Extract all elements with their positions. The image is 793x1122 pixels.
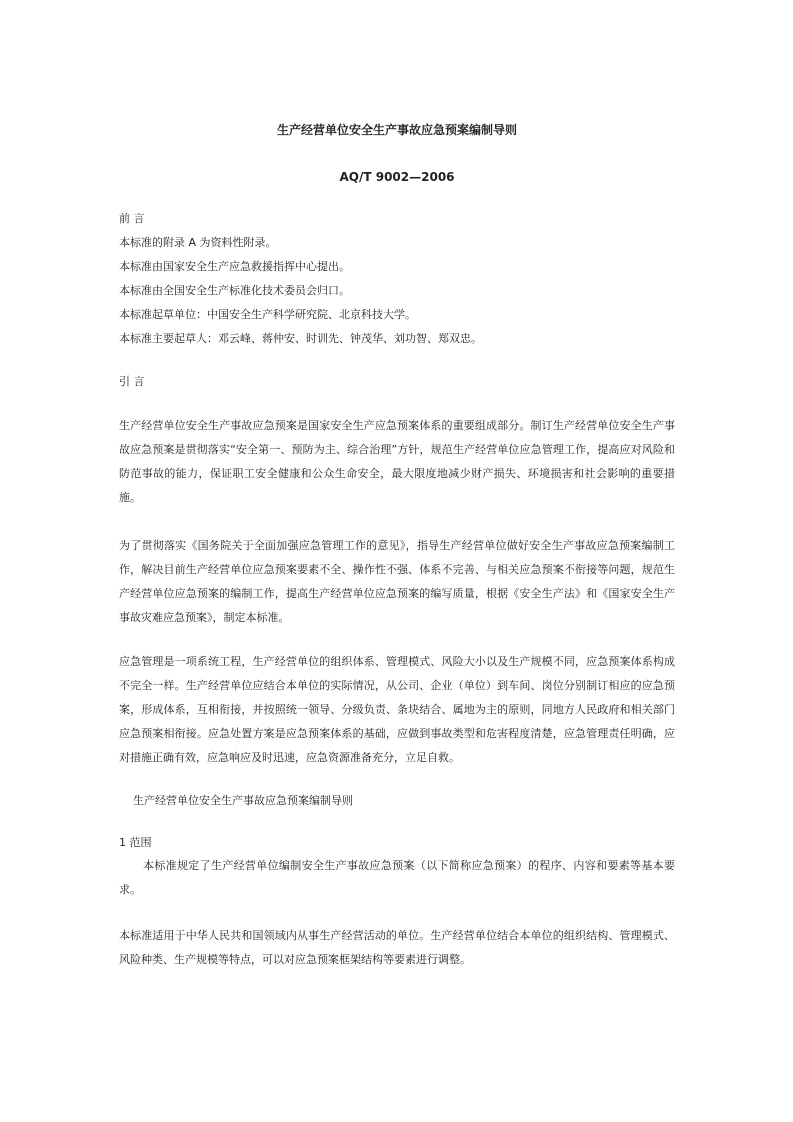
introduction-paragraph: 应急管理是一项系统工程，生产经营单位的组织体系、管理模式、风险大小以及生产规模不同，应急预案体系构成不完全一样。生产经营单位应结合本单位的实际情况，从公司、企业（单位）到车间、岗位分别制订相应的应急预案，形成体系，互相衔接，并按照统一领导、分级负责、条块结合、属地为主的原则，同地方人民政府和相关部门应急预案相衔接。应急处置方案是应急预案体系的基础，应做到事故类型和危害程度清楚，应急管理责任明确，应对措施正确有效，应急响应及时迅速，应急资源准备充分，立足自救。: [119, 655, 675, 764]
standard-code: AQ/T 9002—2006: [339, 170, 455, 184]
foreword-line: 本标准主要起草人：邓云峰、蒋仲安、时训先、钟茂华、刘功智、郑双忠。: [119, 332, 482, 345]
introduction-paragraph: 为了贯彻落实《国务院关于全面加强应急管理工作的意见》，指导生产经营单位做好安全生产事故应急预案编制工作，解决目前生产经营单位应急预案要素不全、操作性不强、体系不完善、与相关应急预案不衔接等问题，规范生产经营单位应急预案的编制工作，提高生产经营单位应急预案的编写质量，根据《安全生产法》和《国家安全生产事故灾难应急预案》，制定本标准。: [119, 539, 675, 624]
section-1-paragraph: 本标准适用于中华人民共和国领域内从事生产经营活动的单位。生产经营单位结合本单位的组织结构、管理模式、风险种类、生产规模等特点，可以对应急预案框架结构等要素进行调整。: [119, 929, 675, 966]
introduction-paragraph: 生产经营单位安全生产事故应急预案是国家安全生产应急预案体系的重要组成部分。制订生产经营单位安全生产事故应急预案是贯彻落实“安全第一、预防为主、综合治理”方针，规范生产经营单位应急管理工作，提高应对风险和防范事故的能力，保证职工安全健康和公众生命安全，最大限度地减少财产损失、环境损害和社会影响的重要措施。: [119, 419, 675, 504]
document-subtitle: 生产经营单位安全生产事故应急预案编制导则: [133, 794, 353, 807]
section-1-paragraph: 本标准规定了生产经营单位编制安全生产事故应急预案（以下简称应急预案）的程序、内容和要素等基本要求。: [119, 859, 675, 896]
document-title: 生产经营单位安全生产事故应急预案编制导则: [276, 123, 517, 137]
foreword-line: 本标准由全国安全生产标准化技术委员会归口。: [119, 284, 350, 297]
foreword-heading: 前 言: [119, 212, 145, 225]
introduction-heading: 引 言: [119, 375, 145, 388]
foreword-line: 本标准由国家安全生产应急救援指挥中心提出。: [119, 260, 350, 273]
foreword-line: 本标准的附录 A 为资料性附录。: [119, 236, 277, 249]
section-1-heading: 1 范围: [119, 836, 152, 849]
foreword-line: 本标准起草单位：中国安全生产科学研究院、北京科技大学。: [119, 308, 416, 321]
